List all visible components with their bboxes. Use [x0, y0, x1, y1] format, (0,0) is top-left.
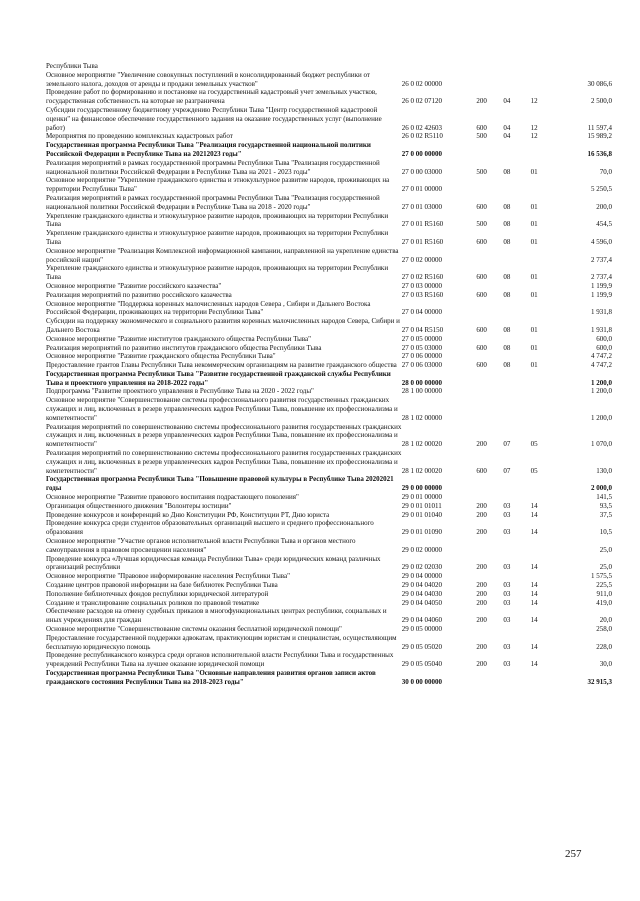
row-name: Основное мероприятие "Укрепление гражданского единства и этнокультурное развитие народов, проживающих на территории Республики Тыва" [46, 176, 390, 194]
row-csr-code: 29 0 05 05020 [401, 642, 443, 651]
row-amount: 4 747,2 [591, 361, 612, 370]
row-expense-type [468, 493, 494, 502]
row-csr-code: 27 0 02 00000 [401, 255, 443, 264]
row-section [495, 71, 519, 89]
row-amount: 1 200,0 [591, 378, 612, 387]
row-expense-type [468, 282, 494, 291]
table-row [46, 300, 612, 318]
row-csr-code: 28 1 02 00020 [401, 466, 443, 475]
row-section: 03 [503, 563, 511, 572]
row-subsection: 01 [530, 237, 538, 246]
row-csr-code: 27 0 00 03000 [401, 167, 443, 176]
row-expense-type [468, 475, 494, 493]
row-name: Предоставление государственной поддержки адвокатам, практикующим юристам и специалистам, осуществляющим бесплатную юридическую помощь [46, 633, 397, 651]
row-name: Основное мероприятие "Увеличение совокупных поступлений в консолидированный бюджет республики от земельного налога, доходов от аренды и продажи земельных участков" [46, 70, 370, 88]
row-section: 03 [503, 589, 511, 598]
row-csr-code: 29 0 04 04060 [401, 616, 443, 625]
table-row [46, 370, 612, 388]
row-amount: 30,0 [599, 660, 612, 669]
table-row [46, 229, 612, 247]
row-subsection: 14 [530, 598, 538, 607]
row-subsection: 01 [530, 343, 538, 352]
row-amount: 4 747,2 [591, 352, 612, 361]
row-subsection: 01 [530, 167, 538, 176]
row-section: 03 [503, 642, 511, 651]
row-name: Основное мероприятие "Реализация Комплексной информационной кампании, направленной на укрепление единства российской нации" [46, 246, 399, 264]
budget-table-body [46, 62, 612, 687]
row-csr-code: 27 0 05 00000 [401, 334, 443, 343]
row-amount: 93,5 [599, 501, 612, 510]
row-amount: 15 989,2 [587, 132, 612, 141]
row-amount: 20,0 [599, 616, 612, 625]
row-subsection [519, 247, 549, 265]
table-row [46, 387, 612, 396]
row-subsection [519, 282, 549, 291]
row-amount: 2 500,0 [591, 97, 612, 106]
row-name: Государственная программа Республики Тыва "Реализация государственной национальной политики Российской Федерации в Республике Тыва на 20212023 годы" [46, 141, 371, 158]
row-section [495, 493, 519, 502]
row-section: 08 [503, 361, 511, 370]
row-expense-type: 200 [476, 440, 487, 449]
row-section [495, 370, 519, 388]
row-amount: 16 536,8 [587, 149, 612, 158]
row-subsection: 14 [530, 528, 538, 537]
row-section [495, 475, 519, 493]
row-csr-code: 29 0 04 00000 [401, 572, 443, 581]
row-name: Обеспечение расходов на отмену судебных приказов в многофункциональных центрах республики, социальных и иных учреждениях для граждан [46, 607, 387, 625]
row-csr-code: 27 0 04 00000 [401, 308, 443, 317]
row-expense-type [468, 396, 494, 422]
row-expense-type [468, 387, 494, 396]
row-subsection [519, 71, 549, 89]
row-section: 03 [503, 528, 511, 537]
row-csr-code: 29 0 01 00000 [401, 493, 443, 502]
row-subsection [519, 335, 549, 344]
row-expense-type: 200 [476, 528, 487, 537]
row-subsection: 05 [530, 466, 538, 475]
table-row [46, 572, 612, 581]
row-subsection: 01 [530, 361, 538, 370]
row-amount [549, 62, 612, 71]
row-name: Основное мероприятие "Поддержка коренных малочисленных народов Севера , Сибири и Дальнего Востока Российской Федерации, проживающих на территории Республики Тыва" [46, 299, 371, 317]
row-amount: 258,0 [596, 625, 612, 633]
row-section [495, 572, 519, 581]
row-amount: 2 737,4 [591, 255, 612, 264]
row-amount: 1 199,9 [591, 290, 612, 299]
row-csr-code: 26 0 02 42603 [401, 123, 443, 132]
row-csr-code: 29 0 01 01011 [401, 501, 442, 510]
row-expense-type: 600 [476, 123, 487, 132]
row-subsection [519, 352, 549, 361]
row-subsection: 01 [530, 325, 538, 334]
row-name: Подпрограмма "Развитие проектного управления в Республике Тыва на 2020 - 2022 годы" [46, 387, 314, 396]
row-amount: 454,5 [596, 220, 612, 229]
row-expense-type [468, 572, 494, 581]
row-subsection [519, 625, 549, 634]
row-name: Проведение конкурса среди студентов образовательных организаций высшего и среднего профессионального образования [46, 519, 374, 537]
row-subsection: 14 [530, 501, 538, 510]
row-csr-code: 26 0 02 R5110 [401, 132, 443, 141]
row-expense-type [468, 335, 494, 344]
row-name: Создание центров правовой информации на базе библиотек Республики Тыва [46, 581, 278, 590]
row-amount: 1 070,0 [591, 440, 612, 449]
row-amount: 30 086,6 [587, 79, 612, 88]
row-csr-code: 30 0 00 00000 [401, 677, 443, 686]
row-name: Основное мероприятие "Развитие институтов гражданского общества Республики Тыва" [46, 334, 312, 343]
row-expense-type: 600 [476, 343, 487, 352]
row-section: 03 [503, 510, 511, 519]
row-name: Основное мероприятие "Совершенствование системы оказания бесплатной юридической помощи" [46, 625, 342, 633]
row-expense-type [468, 669, 494, 687]
row-csr-code: 27 0 03 00000 [401, 281, 443, 290]
row-amount: 1 931,8 [591, 308, 612, 317]
row-amount: 2 737,4 [591, 273, 612, 282]
row-section [495, 669, 519, 687]
row-expense-type [468, 370, 494, 388]
row-name: Проведение конкурсов и конференций ко Дню Конституции РФ, Конституции РТ, Дню юриста [46, 510, 330, 519]
row-section [495, 387, 519, 396]
row-expense-type [468, 625, 494, 634]
row-name: Реализация мероприятий по развитию российского казачества [46, 290, 232, 299]
row-csr-code: 28 0 00 00000 [401, 378, 443, 387]
row-name: Основное мероприятие "Участие органов исполнительной власти Республики Тыва и органов местного самоуправления в правовом просвещении населения" [46, 537, 356, 554]
row-subsection: 14 [530, 589, 538, 598]
row-csr-code: 27 0 01 R5160 [401, 237, 444, 246]
row-csr-code: 27 0 01 00000 [401, 185, 443, 194]
row-csr-code: 27 0 01 03000 [401, 202, 443, 211]
table-row [46, 194, 612, 212]
row-amount: 419,0 [596, 598, 612, 607]
table-row [46, 176, 612, 194]
table-row [46, 62, 612, 71]
row-csr-code: 29 0 00 00000 [401, 484, 443, 493]
row-subsection: 14 [530, 660, 538, 669]
row-subsection [519, 387, 549, 396]
row-name: Реализация мероприятий по совершенствованию системы профессионального развития государственных гражданских служащих и лиц, включенных в резерв управленческих кадров Республики Тыва, повышение их профессионализма и компетентности" [46, 449, 402, 475]
row-csr-code: 27 0 05 03000 [401, 343, 443, 352]
row-name: Реализация мероприятий по совершенствованию системы профессионального развития государственных гражданских служащих и лиц, включенных в резерв управленческих кадров Республики Тыва, повышение их профессионализма и компетентности" [46, 422, 402, 449]
row-name: Субсидии государственному бюджетному учреждению Республики Тыва "Центр государственной кадастровой оценки" на финансовое обеспечение государственного задания на оказание государственных услуг (выполнение работ) [46, 105, 382, 132]
row-expense-type [468, 537, 494, 555]
table-row [46, 449, 612, 475]
row-csr-code: 29 0 01 01040 [401, 510, 443, 519]
row-subsection: 12 [530, 123, 538, 132]
row-amount: 600,0 [596, 343, 612, 352]
row-expense-type [468, 71, 494, 89]
table-row [46, 344, 612, 353]
row-section: 07 [503, 466, 511, 475]
row-name: Пополнение библиотечных фондов республики юридической литературой [46, 589, 269, 598]
row-section: 04 [503, 132, 511, 141]
row-name: Проведение конкурса «Лучшая юридическая команда Республики Тыва» среди юридических команд различных организаций республики [46, 554, 381, 572]
row-subsection: 05 [530, 440, 538, 449]
row-amount: 911,0 [596, 589, 612, 598]
row-section: 08 [503, 325, 511, 334]
row-expense-type: 200 [476, 510, 487, 519]
row-name: Мероприятия по проведению комплексных кадастровых работ [46, 132, 233, 141]
row-csr-code: 29 0 04 04030 [401, 589, 443, 598]
row-expense-type [468, 141, 494, 159]
row-subsection: 14 [530, 563, 538, 572]
row-amount: 37,5 [599, 510, 612, 519]
row-section: 03 [503, 501, 511, 510]
row-section: 08 [503, 220, 511, 229]
row-expense-type [468, 176, 494, 194]
row-expense-type: 500 [476, 220, 487, 229]
row-csr-code: 26 0 02 00000 [401, 79, 443, 88]
row-section [495, 141, 519, 159]
table-row [46, 141, 612, 159]
row-name: Республики Тыва [46, 62, 98, 70]
row-csr-code: 29 0 04 04020 [401, 581, 443, 590]
row-section [495, 537, 519, 555]
row-csr-code: 29 0 04 04050 [401, 598, 443, 607]
row-section [495, 352, 519, 361]
row-section: 03 [503, 660, 511, 669]
row-expense-type: 200 [476, 642, 487, 651]
table-row [46, 423, 612, 449]
row-name: Укрепление гражданского единства и этнокультурное развитие народов, проживающих на территории Республики Тыва [46, 264, 389, 282]
row-section: 08 [503, 237, 511, 246]
row-amount: 600,0 [596, 334, 612, 343]
row-subsection: 12 [530, 132, 538, 141]
row-expense-type: 600 [476, 325, 487, 334]
row-name: Реализация мероприятий в рамках государственной программы Республики Тыва "Реализация государственной национальной политики Российской Федерации в Республике Тыва на 2018 - 2020 годы" [46, 193, 380, 211]
table-row [46, 502, 612, 511]
row-csr-code: 28 1 00 00000 [401, 387, 443, 396]
row-subsection [519, 176, 549, 194]
table-row [46, 519, 612, 537]
row-csr-code [402, 62, 469, 71]
row-amount: 2 000,0 [591, 484, 612, 493]
row-name: Создание и транслирование социальных роликов по правовой тематике [46, 598, 260, 607]
row-amount: 10,5 [599, 528, 612, 537]
row-name: Основное мероприятие "Правовое информирование населения Республики Тыва" [46, 572, 290, 581]
row-expense-type [468, 300, 494, 318]
table-row [46, 555, 612, 573]
table-row [46, 625, 612, 634]
table-row [46, 651, 612, 669]
row-name: Основное мероприятие "Совершенствование системы профессионального развития государственных гражданских служащих и лиц, включенных в резерв управленческих кадров Республики Тыва, повышение их профессионализма и компетентности" [46, 396, 398, 422]
row-name: Реализация мероприятий в рамках государственной программы Республики Тыва "Реализация государственной национальной политики Российской Федерации в Республике Тыва на 2021 - 2023 годы" [46, 158, 380, 176]
row-amount: 228,0 [596, 642, 612, 651]
row-subsection [519, 141, 549, 159]
row-subsection [519, 669, 549, 687]
row-subsection [519, 537, 549, 555]
row-amount: 1 575,5 [591, 572, 612, 581]
table-row [46, 159, 612, 177]
row-subsection [519, 572, 549, 581]
row-expense-type: 200 [476, 660, 487, 669]
row-section: 08 [503, 290, 511, 299]
row-csr-code: 27 0 00 00000 [401, 149, 443, 158]
row-expense-type [468, 62, 494, 71]
row-expense-type: 600 [476, 361, 487, 370]
row-expense-type: 600 [476, 202, 487, 211]
row-section [495, 300, 519, 318]
row-section: 04 [503, 123, 511, 132]
row-name: Реализация мероприятий по развитию институтов гражданского общества Республики Тыва [46, 343, 322, 352]
row-csr-code: 27 0 02 R5160 [401, 273, 444, 282]
row-subsection: 01 [530, 220, 538, 229]
row-expense-type: 600 [476, 290, 487, 299]
table-row [46, 493, 612, 502]
row-expense-type: 200 [476, 598, 487, 607]
row-expense-type: 200 [476, 563, 487, 572]
table-row [46, 511, 612, 520]
row-subsection [519, 493, 549, 502]
row-csr-code: 26 0 02 07120 [401, 97, 443, 106]
table-row [46, 291, 612, 300]
row-name: Укрепление гражданского единства и этнокультурное развитие народов, проживающих на территории Республики Тыва [46, 211, 389, 229]
row-expense-type: 600 [476, 273, 487, 282]
table-row [46, 264, 612, 282]
row-name: Проведение республиканского конкурса среди органов исполнительной власти Республики Тыва и государственных учреждений Республики Тыва на лучшее оказание юридической помощи [46, 651, 394, 669]
table-row [46, 475, 612, 493]
row-name: Предоставление грантов Главы Республики Тыва некоммерческим организациям на развитие гражданского общества [46, 361, 397, 370]
row-section [495, 396, 519, 422]
row-section [495, 625, 519, 634]
row-section [495, 282, 519, 291]
row-csr-code: 27 0 06 03000 [401, 361, 443, 370]
row-subsection: 14 [530, 510, 538, 519]
row-csr-code: 29 0 02 02030 [401, 563, 443, 572]
table-row [46, 212, 612, 230]
row-section: 03 [503, 616, 511, 625]
row-csr-code: 27 0 03 R5160 [401, 290, 444, 299]
row-expense-type: 600 [476, 466, 487, 475]
row-amount: 70,0 [599, 167, 612, 176]
row-section: 04 [503, 97, 511, 106]
table-row [46, 132, 612, 141]
row-section [495, 335, 519, 344]
row-name: Государственная программа Республики Тыва "Повышение правовой культуры в Республике Тыва 20202021 годы [46, 475, 394, 493]
row-csr-code: 27 0 06 00000 [401, 352, 443, 361]
table-row [46, 282, 612, 291]
row-subsection: 14 [530, 581, 538, 590]
table-row [46, 361, 612, 370]
row-subsection: 01 [530, 290, 538, 299]
row-expense-type: 600 [476, 237, 487, 246]
row-expense-type: 200 [476, 589, 487, 598]
table-row [46, 335, 612, 344]
row-subsection: 14 [530, 642, 538, 651]
row-expense-type: 200 [476, 616, 487, 625]
row-subsection [519, 62, 549, 71]
row-section: 03 [503, 598, 511, 607]
row-subsection [519, 300, 549, 318]
table-row [46, 106, 612, 132]
row-subsection [519, 475, 549, 493]
row-subsection: 12 [530, 97, 538, 106]
budget-table [46, 62, 612, 687]
row-expense-type: 200 [476, 501, 487, 510]
row-expense-type: 200 [476, 97, 487, 106]
row-csr-code: 27 0 04 R5150 [401, 325, 444, 334]
row-subsection: 14 [530, 616, 538, 625]
row-name: Основное мероприятие "Развитие правового воспитания подрастающего поколения" [46, 493, 299, 502]
table-row [46, 581, 612, 590]
row-name: Государственная программа Республики Тыва "Развитие государственной гражданской службы Республики Тыва и проектного управления на 2018-2022 годы" [46, 369, 391, 387]
row-amount: 225,5 [596, 581, 612, 590]
row-section: 08 [503, 167, 511, 176]
row-section: 08 [503, 273, 511, 282]
row-amount: 32 915,3 [587, 677, 612, 686]
row-amount: 1 931,8 [591, 325, 612, 334]
table-row [46, 669, 612, 687]
table-row [46, 590, 612, 599]
row-amount: 5 250,5 [591, 185, 612, 194]
row-amount: 25,0 [599, 563, 612, 572]
row-expense-type: 200 [476, 581, 487, 590]
table-row [46, 634, 612, 652]
row-amount: 1 199,9 [591, 281, 612, 290]
row-amount: 141,5 [596, 493, 612, 502]
table-row [46, 537, 612, 555]
row-csr-code: 29 0 01 01090 [401, 528, 443, 537]
row-amount: 25,0 [599, 545, 612, 554]
row-section [495, 62, 519, 71]
row-subsection: 01 [530, 273, 538, 282]
row-expense-type [468, 247, 494, 265]
row-name: Проведение работ по формированию и постановке на государственный кадастровый учет земельных участков, государственная собственность на которые не разграничена [46, 88, 377, 106]
row-csr-code: 29 0 05 05040 [401, 660, 443, 669]
row-section [495, 247, 519, 265]
row-name: Субсидии на поддержку экономического и социального развития коренных малочисленных народов Севера, Сибири и Дальнего Востока [46, 317, 400, 334]
row-csr-code: 29 0 05 00000 [401, 625, 443, 633]
row-expense-type: 500 [476, 132, 487, 141]
table-row [46, 247, 612, 265]
row-expense-type: 500 [476, 167, 487, 176]
row-name: Основное мероприятие "Развитие российского казачества" [46, 281, 222, 290]
table-row [46, 352, 612, 361]
table-row [46, 607, 612, 625]
row-section [495, 176, 519, 194]
row-amount: 11 597,4 [587, 123, 612, 132]
table-row [46, 396, 612, 422]
table-row [46, 317, 612, 335]
row-amount: 4 596,0 [591, 237, 612, 246]
row-csr-code: 29 0 02 00000 [401, 545, 443, 554]
table-row [46, 71, 612, 89]
row-expense-type [468, 352, 494, 361]
row-name: Организация общественного движения "Волонтеры юстиции" [46, 501, 232, 510]
row-subsection [519, 370, 549, 388]
row-csr-code: 27 0 01 R5160 [401, 220, 444, 229]
row-section: 07 [503, 440, 511, 449]
table-row [46, 88, 612, 106]
row-amount: 1 200,0 [591, 387, 612, 396]
row-subsection [519, 396, 549, 422]
table-row [46, 599, 612, 608]
row-section: 03 [503, 581, 511, 590]
page-number: 257 [565, 848, 582, 860]
row-csr-code: 28 1 02 00020 [401, 440, 443, 449]
row-csr-code: 28 1 02 00000 [401, 413, 443, 422]
row-section: 08 [503, 202, 511, 211]
row-subsection: 01 [530, 202, 538, 211]
row-amount: 200,0 [596, 202, 612, 211]
row-name: Основное мероприятие "Развитие гражданского общества Республики Тыва" [46, 352, 276, 361]
row-amount: 1 200,0 [591, 413, 612, 422]
row-name: Государственная программа Республики Тыва "Основные направления развития органов записи актов гражданского состояния Республики Тыва на 2018-2023 годы" [46, 668, 376, 686]
row-name: Укрепление гражданского единства и этнокультурное развитие народов, проживающих на территории Республики Тыва [46, 229, 389, 246]
row-section: 08 [503, 343, 511, 352]
row-amount: 130,0 [596, 466, 612, 475]
